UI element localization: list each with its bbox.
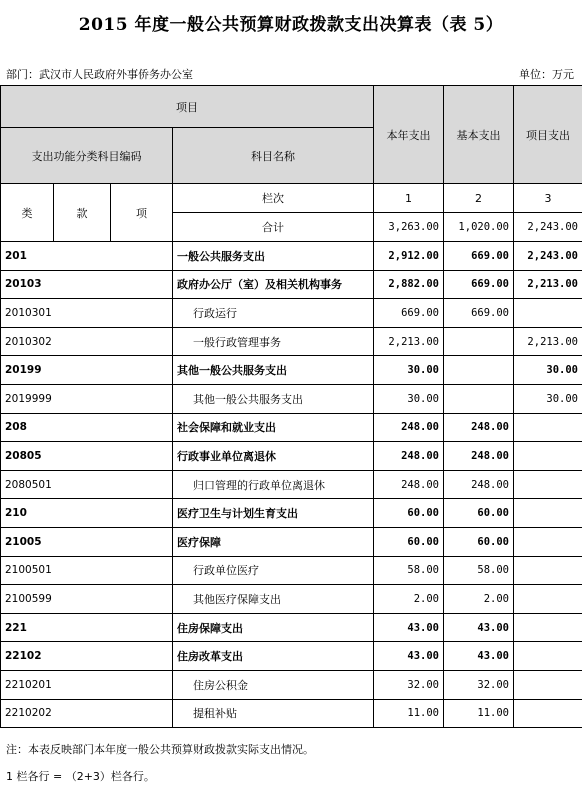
row-current-year: 248.00: [374, 413, 444, 442]
col-index-1: 1: [374, 184, 444, 213]
row-basic: 669.00: [444, 299, 514, 328]
row-current-year: 30.00: [374, 384, 444, 413]
row-project: 30.00: [514, 384, 582, 413]
row-current-year: 2,213.00: [374, 327, 444, 356]
row-current-year: 30.00: [374, 356, 444, 385]
row-basic: 58.00: [444, 556, 514, 585]
table-row: [1, 470, 582, 499]
row-current-year: 43.00: [374, 613, 444, 642]
row-current-year: 248.00: [374, 442, 444, 471]
header-subject-name: 科目名称: [173, 128, 374, 184]
total-project: 2,243.00: [514, 213, 582, 242]
row-subject-name: 其他一般公共服务支出: [173, 356, 374, 385]
row-current-year: 248.00: [374, 470, 444, 499]
row-project: [514, 527, 582, 556]
table-body: [1, 242, 582, 728]
row-project: [514, 670, 582, 699]
row-basic: [444, 356, 514, 385]
header-current-year: 本年支出: [374, 86, 444, 184]
row-subject-name: 提租补贴: [173, 699, 374, 728]
row-code: 2010301: [1, 299, 173, 328]
row-code: 20103: [1, 270, 173, 299]
row-subject-name: 一般公共服务支出: [173, 242, 374, 271]
row-current-year: 2,912.00: [374, 242, 444, 271]
row-code: 208: [1, 413, 173, 442]
row-project: [514, 499, 582, 528]
note-line-1: 注：本表反映部门本年度一般公共预算财政拨款实际支出情况。: [6, 743, 314, 756]
row-basic: [444, 327, 514, 356]
row-project: [514, 413, 582, 442]
table-row: [1, 699, 582, 728]
row-basic: 248.00: [444, 442, 514, 471]
row-basic: 43.00: [444, 613, 514, 642]
lanci-label: 栏次: [173, 184, 374, 213]
row-current-year: 43.00: [374, 642, 444, 671]
header-func-code: 支出功能分类科目编码: [1, 128, 173, 184]
total-basic: 1,020.00: [444, 213, 514, 242]
row-subject-name: 其他一般公共服务支出: [173, 384, 374, 413]
col-index-3: 3: [514, 184, 582, 213]
row-current-year: 2,882.00: [374, 270, 444, 299]
department-label: 部门：武汉市人民政府外事侨务办公室: [6, 68, 193, 81]
table-row: [1, 527, 582, 556]
header-lei: 类: [1, 184, 54, 242]
row-basic: 248.00: [444, 413, 514, 442]
row-subject-name: 其他医疗保障支出: [173, 585, 374, 614]
row-basic: 32.00: [444, 670, 514, 699]
table-row: [1, 413, 582, 442]
table-row: [1, 299, 582, 328]
row-current-year: 60.00: [374, 499, 444, 528]
row-code: 201: [1, 242, 173, 271]
unit-label: 单位：万元: [519, 68, 574, 81]
table-row: [1, 585, 582, 614]
row-subject-name: 医疗卫生与计划生育支出: [173, 499, 374, 528]
row-current-year: 11.00: [374, 699, 444, 728]
row-project: 2,213.00: [514, 327, 582, 356]
row-code: 21005: [1, 527, 173, 556]
row-project: [514, 470, 582, 499]
row-basic: 11.00: [444, 699, 514, 728]
total-current-year: 3,263.00: [374, 213, 444, 242]
note-line-2: 1 栏各行 = （2+3）栏各行。: [6, 770, 155, 783]
row-basic: 248.00: [444, 470, 514, 499]
row-subject-name: 住房公积金: [173, 670, 374, 699]
header-basic: 基本支出: [444, 86, 514, 184]
expenditure-table: [0, 85, 582, 728]
row-project: [514, 556, 582, 585]
table-row: [1, 642, 582, 671]
header-kuan: 款: [54, 184, 111, 242]
row-project: 2,243.00: [514, 242, 582, 271]
table-row: [1, 242, 582, 271]
row-code: 22102: [1, 642, 173, 671]
table-row: [1, 356, 582, 385]
row-project: 2,213.00: [514, 270, 582, 299]
row-project: 30.00: [514, 356, 582, 385]
row-basic: 60.00: [444, 499, 514, 528]
row-basic: 2.00: [444, 585, 514, 614]
row-subject-name: 一般行政管理事务: [173, 327, 374, 356]
table-row: [1, 613, 582, 642]
row-current-year: 60.00: [374, 527, 444, 556]
row-subject-name: 社会保障和就业支出: [173, 413, 374, 442]
col-index-2: 2: [444, 184, 514, 213]
row-current-year: 32.00: [374, 670, 444, 699]
row-project: [514, 442, 582, 471]
row-code: 221: [1, 613, 173, 642]
row-basic: 669.00: [444, 242, 514, 271]
row-subject-name: 行政单位医疗: [173, 556, 374, 585]
row-basic: 43.00: [444, 642, 514, 671]
row-subject-name: 住房保障支出: [173, 613, 374, 642]
row-subject-name: 住房改革支出: [173, 642, 374, 671]
table-row: [1, 270, 582, 299]
row-project: [514, 642, 582, 671]
row-basic: [444, 384, 514, 413]
row-subject-name: 行政事业单位离退休: [173, 442, 374, 471]
header-xiang: 项: [111, 184, 173, 242]
table-row: [1, 384, 582, 413]
row-current-year: 2.00: [374, 585, 444, 614]
row-current-year: 669.00: [374, 299, 444, 328]
table-row: [1, 556, 582, 585]
row-code: 20805: [1, 442, 173, 471]
header-project: 项目支出: [514, 86, 582, 184]
table-row: [1, 442, 582, 471]
row-basic: 60.00: [444, 527, 514, 556]
table-row: [1, 670, 582, 699]
row-subject-name: 政府办公厅（室）及相关机构事务: [173, 270, 374, 299]
table-row: [1, 499, 582, 528]
row-code: 20199: [1, 356, 173, 385]
row-code: 210: [1, 499, 173, 528]
total-label: 合计: [173, 213, 374, 242]
row-code: 2100599: [1, 585, 173, 614]
row-project: [514, 699, 582, 728]
row-code: 2019999: [1, 384, 173, 413]
row-project: [514, 613, 582, 642]
row-project: [514, 299, 582, 328]
row-code: 2010302: [1, 327, 173, 356]
row-subject-name: 医疗保障: [173, 527, 374, 556]
row-subject-name: 行政运行: [173, 299, 374, 328]
row-project: [514, 585, 582, 614]
table-row: [1, 327, 582, 356]
row-code: 2210201: [1, 670, 173, 699]
row-code: 2210202: [1, 699, 173, 728]
row-code: 2100501: [1, 556, 173, 585]
header-item: 项目: [1, 86, 374, 128]
row-code: 2080501: [1, 470, 173, 499]
row-subject-name: 归口管理的行政单位离退休: [173, 470, 374, 499]
report-title: 2015 年度一般公共预算财政拨款支出决算表（表 5）: [78, 15, 504, 35]
row-basic: 669.00: [444, 270, 514, 299]
row-current-year: 58.00: [374, 556, 444, 585]
